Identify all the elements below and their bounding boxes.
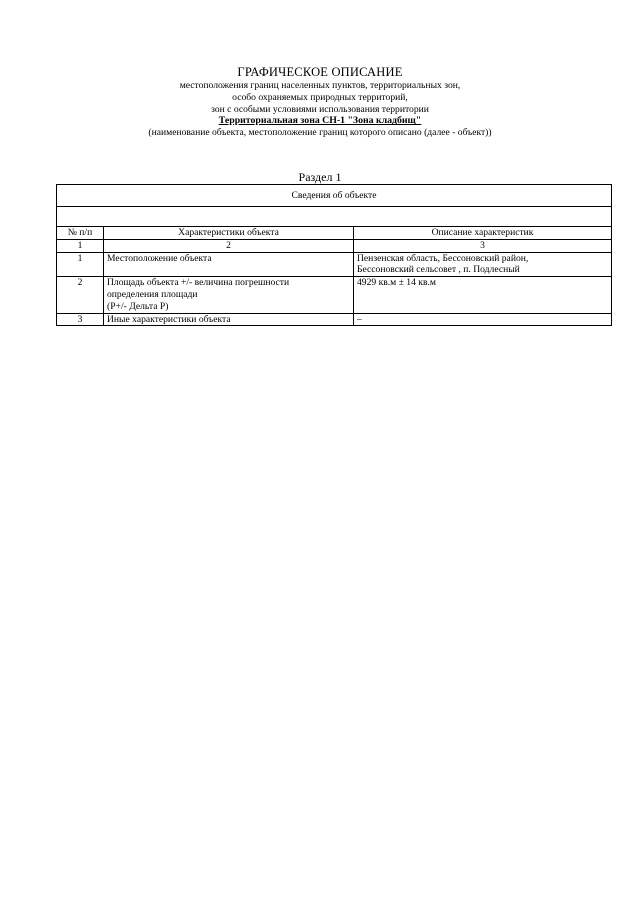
table-header-row — [57, 227, 612, 240]
cell-text-line: Площадь объекта +/- величина погрешности — [107, 277, 290, 289]
table-empty-row — [57, 207, 612, 227]
table-row — [57, 252, 612, 277]
numbering-cell: 2 — [104, 239, 354, 252]
cell-text-line: – — [357, 313, 362, 325]
object-name-caption: (наименование объекта, местоположение границ которого описано (далее - объект)) — [148, 127, 492, 139]
cell-text-line: Пензенская область, Бессоновский район, — [357, 252, 529, 264]
header-description: Описание характеристик — [354, 227, 612, 240]
row-description — [354, 252, 612, 277]
row-description — [354, 313, 612, 326]
row-characteristic — [104, 277, 354, 313]
row-number: 3 — [57, 313, 104, 326]
row-description — [354, 277, 612, 313]
subtitle-line-1: местоположения границ населенных пунктов, территориальных зон, — [179, 80, 461, 91]
table-empty-cell — [57, 207, 612, 227]
cell-text-line: (P+/- Дельта P) — [107, 300, 169, 312]
subtitle-line-2: особо охраняемых природных территорий, — [232, 91, 408, 103]
row-number: 1 — [57, 252, 104, 277]
table-row — [57, 313, 612, 326]
subtitle-line-3: зон с особыми условиями использования территории — [211, 103, 429, 115]
row-number: 2 — [57, 277, 104, 313]
row-characteristic — [104, 252, 354, 277]
row-characteristic — [104, 313, 354, 326]
document-header — [0, 64, 640, 139]
numbering-cell: 3 — [354, 239, 612, 252]
table-banner-row — [57, 185, 612, 207]
numbering-cell: 1 — [57, 239, 104, 252]
cell-text-line: Иные характеристики объекта — [107, 313, 231, 325]
table-numbering-row — [57, 239, 612, 252]
cell-text-line: определения площади — [107, 288, 198, 300]
header-characteristic: Характеристики объекта — [104, 227, 354, 240]
table-title: Сведения об объекте — [57, 185, 612, 207]
table-row — [57, 277, 612, 313]
header-number: № п/п — [57, 227, 104, 240]
document-title: ГРАФИЧЕСКОЕ ОПИСАНИЕ — [237, 65, 403, 79]
section-title: Раздел 1 — [298, 170, 342, 184]
cell-text-line: Местоположение объекта — [107, 252, 212, 264]
object-name: Территориальная зона СН-1 "Зона кладбищ" — [218, 115, 422, 127]
cell-text-line: 4929 кв.м ± 14 кв.м — [357, 277, 436, 289]
cell-text-line: Бессоновский сельсовет , п. Подлесный — [357, 264, 520, 276]
object-info-table — [56, 184, 612, 326]
